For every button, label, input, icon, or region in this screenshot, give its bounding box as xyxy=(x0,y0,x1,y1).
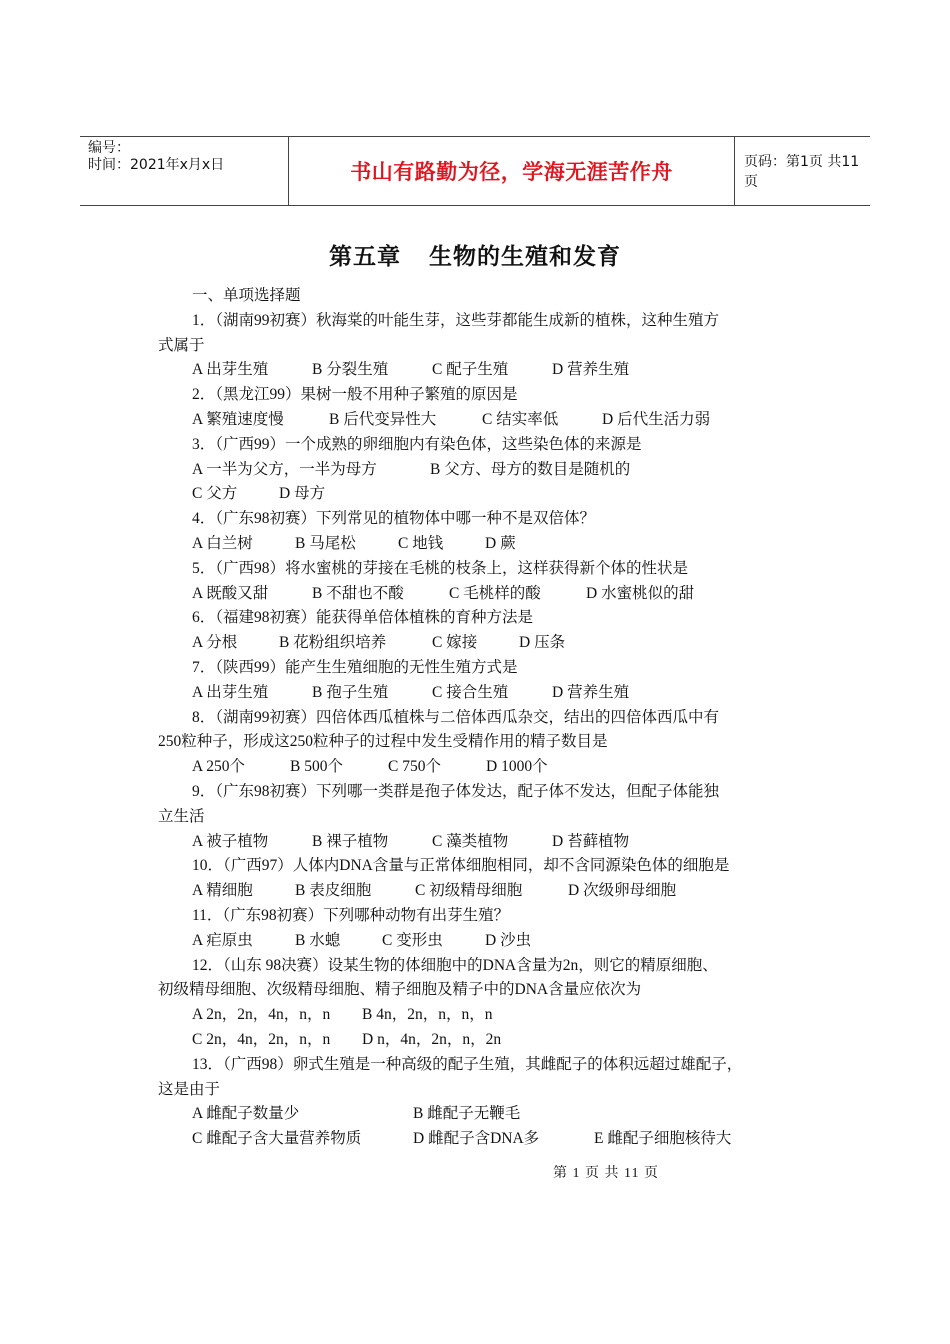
option-c: E 雌配子细胞核待大 xyxy=(594,1130,732,1148)
option-d: D 后代生活力弱 xyxy=(602,410,711,428)
option-a: C 雌配子含大量营养物质 xyxy=(192,1130,362,1148)
option-b: B 父方、母方的数目是随机的 xyxy=(430,460,631,478)
header-page-cell xyxy=(735,137,870,205)
serial-label: 编号： xyxy=(88,140,130,156)
question-stem: 5．（广西98）将水蜜桃的芽接在毛桃的枝条上，这样获得新个体的性状是 xyxy=(192,559,689,577)
option-a: A 精细胞 xyxy=(192,882,253,900)
question-stem: 11．（广东98初赛）下列哪种动物有出芽生殖？ xyxy=(192,906,510,924)
option-row xyxy=(158,358,808,383)
option-row xyxy=(158,1028,808,1053)
chapter-title xyxy=(0,238,950,271)
option-a: A 250个 xyxy=(192,758,245,776)
option-row xyxy=(158,879,808,904)
option-c: C 变形虫 xyxy=(382,931,443,949)
option-a: A 繁殖速度慢 xyxy=(192,410,284,428)
option-b: B 不甜也不酸 xyxy=(312,584,404,602)
option-a: A 既酸又甜 xyxy=(192,584,269,602)
question-stem: 1．（湖南99初赛）秋海棠的叶能生芽，这些芽都能生成新的植株，这种生殖方 xyxy=(192,311,720,329)
option-row xyxy=(158,532,808,557)
option-a: C 父方 xyxy=(192,485,238,503)
option-row xyxy=(158,830,808,855)
question-stem: 立生活 xyxy=(158,807,205,825)
option-a: A 出芽生殖 xyxy=(192,361,269,379)
option-a: A 出芽生殖 xyxy=(192,683,269,701)
question-stem: 4．（广东98初赛）下列常见的植物体中哪一种不是双倍体？ xyxy=(192,510,596,528)
option-a: A 2n，2n，4n，n，n xyxy=(192,1006,331,1024)
question-stem: 9．（广东98初赛）下列哪一类群是孢子体发达，配子体不发达，但配子体能独 xyxy=(192,782,720,800)
option-c: C 750个 xyxy=(388,758,441,776)
option-row xyxy=(158,582,808,607)
question-stem: 13．（广西98）卵式生殖是一种高级的配子生殖，其雌配子的体积远超过雄配子， xyxy=(192,1055,743,1073)
document-header xyxy=(80,136,870,206)
option-row xyxy=(158,458,808,483)
question-stem: 3．（广西99）一个成熟的卵细胞内有染色体，这些染色体的来源是 xyxy=(192,435,642,453)
option-b: B 裸子植物 xyxy=(312,832,389,850)
option-row xyxy=(158,408,808,433)
option-a: A 白兰树 xyxy=(192,534,253,552)
option-b: B 花粉组织培养 xyxy=(279,634,387,652)
option-b: B 雌配子无鞭毛 xyxy=(413,1105,521,1123)
option-c: C 初级精母细胞 xyxy=(415,882,523,900)
option-d: D 营养生殖 xyxy=(552,683,630,701)
option-b: B 分裂生殖 xyxy=(312,361,389,379)
option-c: C 结实率低 xyxy=(482,410,559,428)
option-row xyxy=(158,1102,808,1127)
option-row xyxy=(158,1127,808,1152)
option-c: C 地钱 xyxy=(398,534,444,552)
question-stem: 6．（福建98初赛）能获得单倍体植株的育种方法是 xyxy=(192,609,534,627)
option-c: C 配子生殖 xyxy=(432,361,509,379)
option-b: B 4n，2n，n，n，n xyxy=(362,1006,493,1024)
option-d: D 水蜜桃似的甜 xyxy=(586,584,695,602)
chapter-name: 生物的生殖和发育 xyxy=(429,244,621,270)
question-list xyxy=(158,284,808,1152)
page-footer: 第 1 页 共 11 页 xyxy=(553,1166,659,1181)
option-d: D 苔藓植物 xyxy=(552,832,630,850)
option-b: B 500个 xyxy=(290,758,343,776)
option-b: D n，4n，2n，n，2n xyxy=(362,1030,502,1048)
option-b: B 表皮细胞 xyxy=(295,882,372,900)
option-c: C 接合生殖 xyxy=(432,683,509,701)
option-d: D 蕨 xyxy=(485,534,516,552)
option-row xyxy=(158,755,808,780)
question-stem: 这是由于 xyxy=(158,1080,221,1098)
option-d: D 营养生殖 xyxy=(552,361,630,379)
question-stem: 8．（湖南99初赛）四倍体西瓜植株与二倍体西瓜杂交，结出的四倍体西瓜中有 xyxy=(192,708,720,726)
header-info-cell xyxy=(80,137,288,205)
question-stem: 10．（广西97）人体内DNA含量与正常体细胞相同，却不含同源染色体的细胞是 xyxy=(192,857,730,875)
question-stem: 初级精母细胞、次级精母细胞、精子细胞及精子中的DNA含量应依次为 xyxy=(158,981,642,999)
option-a: A 分根 xyxy=(192,634,238,652)
option-b: B 马尾松 xyxy=(295,534,356,552)
option-b: B 孢子生殖 xyxy=(312,683,389,701)
option-c: C 嫁接 xyxy=(432,634,478,652)
option-a: A 被子植物 xyxy=(192,832,269,850)
option-row xyxy=(158,929,808,954)
option-d: D 沙虫 xyxy=(485,931,532,949)
question-stem: 12．（山东 98决赛）设某生物的体细胞中的DNA含量为2n，则它的精原细胞、 xyxy=(192,956,718,974)
option-a: A 疟原虫 xyxy=(192,931,253,949)
option-b: D 母方 xyxy=(279,485,326,503)
option-a: A 一半为父方，一半为母方 xyxy=(192,460,377,478)
option-b: B 后代变异性大 xyxy=(329,410,437,428)
question-stem: 式属于 xyxy=(158,336,205,354)
option-c: C 毛桃样的酸 xyxy=(449,584,541,602)
option-row xyxy=(158,1003,808,1028)
option-d: D 压条 xyxy=(519,634,566,652)
option-row xyxy=(158,631,808,656)
option-row xyxy=(158,482,808,507)
question-stem: 2．（黑龙江99）果树一般不用种子繁殖的原因是 xyxy=(192,386,518,404)
option-b: D 雌配子含DNA多 xyxy=(413,1130,540,1148)
option-a: C 2n，4n，2n，n，n xyxy=(192,1030,331,1048)
option-b: B 水螅 xyxy=(295,931,341,949)
date-line: 时间：2021年x月x日 xyxy=(88,157,225,173)
header-motto-cell xyxy=(288,137,735,205)
option-d: D 1000个 xyxy=(486,758,548,776)
page-code: 页码：第1页 共11页 xyxy=(744,154,860,190)
option-c: C 藻类植物 xyxy=(432,832,509,850)
option-a: A 雌配子数量少 xyxy=(192,1105,300,1123)
option-row xyxy=(158,681,808,706)
section-heading: 一、单项选择题 xyxy=(192,287,301,304)
option-d: D 次级卵母细胞 xyxy=(568,882,677,900)
motto-text: 书山有路勤为径，学海无涯苦作舟 xyxy=(350,160,673,184)
question-stem: 250粒种子，形成这250粒种子的过程中发生受精作用的精子数目是 xyxy=(158,733,608,751)
question-stem: 7．（陕西99）能产生生殖细胞的无性生殖方式是 xyxy=(192,658,518,676)
chapter-number: 第五章 xyxy=(329,244,401,270)
